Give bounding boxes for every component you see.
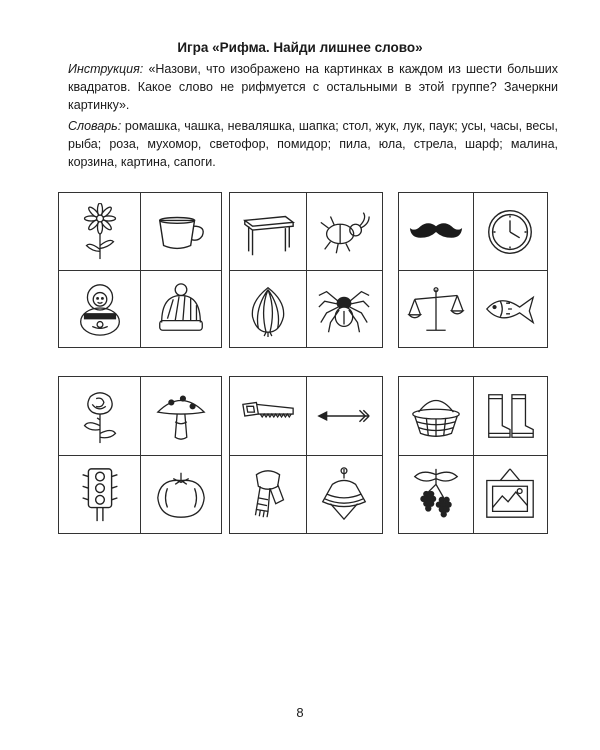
picture-frame-icon	[481, 465, 539, 523]
basket-icon	[407, 387, 465, 445]
cup-icon	[152, 203, 210, 261]
rose-icon	[71, 387, 129, 445]
traffic-light-icon	[71, 465, 129, 523]
raspberry-icon	[407, 465, 465, 523]
picture-group-5	[229, 376, 383, 534]
knit-hat-icon	[152, 280, 210, 338]
cell-daisy[interactable]	[59, 193, 140, 270]
table-icon	[239, 203, 297, 261]
cell-boots[interactable]	[473, 377, 547, 455]
cell-beetle[interactable]	[306, 193, 382, 270]
cell-cup[interactable]	[140, 193, 221, 270]
cell-raspberry[interactable]	[399, 455, 473, 533]
spider-icon	[315, 280, 373, 338]
spinning-top-icon	[315, 465, 373, 523]
fish-icon	[481, 280, 539, 338]
dictionary-label: Словарь:	[68, 119, 122, 133]
dictionary-text: ромашка, чашка, неваляшка, шапка; стол, жук, лук, паук; усы, часы, весы, рыба; роза, мухомор, светофор, помидор; пила, юла, стрела, шарф; малина, корзина, картина, сапоги.	[68, 119, 558, 169]
page-title: Игра «Рифма. Найди лишнее слово»	[177, 40, 423, 55]
cell-mushroom[interactable]	[140, 377, 221, 455]
cell-basket[interactable]	[399, 377, 473, 455]
cell-mustache[interactable]	[399, 193, 473, 270]
instruction-paragraph	[68, 60, 558, 114]
instruction-text: «Назови, что изображено на картинках в каждом из шести больших квадратов. Какое слово не рифмуется с остальными в этой группе? Зачеркни картинку».	[68, 62, 558, 112]
mushroom-icon	[152, 387, 210, 445]
picture-group-3	[398, 192, 548, 348]
cell-spinning-top[interactable]	[306, 455, 382, 533]
cell-table[interactable]	[230, 193, 306, 270]
tomato-icon	[152, 465, 210, 523]
cell-arrow[interactable]	[306, 377, 382, 455]
picture-group-1	[58, 192, 222, 348]
cell-fish[interactable]	[473, 270, 547, 347]
dictionary-paragraph	[68, 117, 558, 171]
instruction-label: Инструкция:	[68, 62, 144, 76]
picture-group-6	[398, 376, 548, 534]
cell-clock[interactable]	[473, 193, 547, 270]
roly-poly-doll-icon	[71, 280, 129, 338]
cell-scales[interactable]	[399, 270, 473, 347]
cell-onion[interactable]	[230, 270, 306, 347]
saw-icon	[239, 387, 297, 445]
cell-traffic-light[interactable]	[59, 455, 140, 533]
mustache-icon	[407, 203, 465, 261]
clock-icon	[481, 203, 539, 261]
daisy-icon	[71, 203, 129, 261]
cell-rose[interactable]	[59, 377, 140, 455]
cell-tomato[interactable]	[140, 455, 221, 533]
beetle-icon	[315, 203, 373, 261]
cell-knit-hat[interactable]	[140, 270, 221, 347]
scales-icon	[407, 280, 465, 338]
cell-scarf[interactable]	[230, 455, 306, 533]
onion-icon	[239, 280, 297, 338]
picture-group-4	[58, 376, 222, 534]
page-number: 8	[296, 705, 304, 720]
arrow-icon	[315, 387, 373, 445]
boots-icon	[481, 387, 539, 445]
picture-group-2	[229, 192, 383, 348]
cell-saw[interactable]	[230, 377, 306, 455]
cell-spider[interactable]	[306, 270, 382, 347]
cell-roly-poly[interactable]	[59, 270, 140, 347]
cell-picture-frame[interactable]	[473, 455, 547, 533]
scarf-icon	[239, 465, 297, 523]
